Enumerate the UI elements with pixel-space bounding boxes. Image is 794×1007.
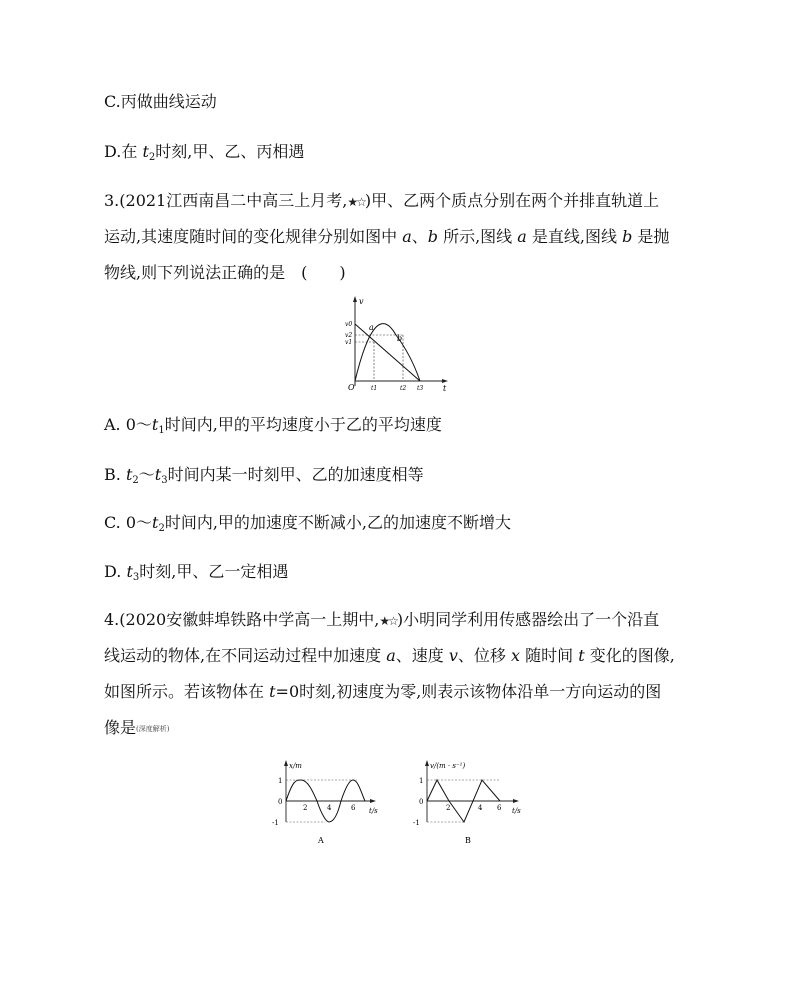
q3-option-c-prefix: C. 0～ xyxy=(104,513,153,532)
q4b-y-label: v/(m · s⁻¹) xyxy=(430,762,466,770)
q3-stem-end: 是抛 xyxy=(632,227,670,246)
q3-axis-t-label: t xyxy=(443,384,447,393)
q4b-ytick-0: 0 xyxy=(419,798,424,806)
q4b-caption: B xyxy=(465,836,471,845)
q3-option-a-text: 时间内,甲的平均速度小于乙的平均速度 xyxy=(164,415,442,434)
q3-option-b-sub2: 3 xyxy=(161,475,168,486)
q3-line-a xyxy=(355,324,420,381)
q2-option-d-var: t xyxy=(142,142,149,161)
q4b-xtick-4: 4 xyxy=(478,804,483,812)
q4-stem-line2-end: 变化的图像, xyxy=(584,646,675,665)
q4a-ytick-0: 0 xyxy=(278,798,283,806)
q3-option-a-sub: 1 xyxy=(158,425,165,436)
q4b-ytick-1: 1 xyxy=(419,777,424,785)
q4-stem-line1 xyxy=(104,609,659,632)
q3-var-a: a xyxy=(402,227,412,246)
q3-stem-text: )甲、乙两个质点分别在两个并排直轨道上 xyxy=(364,191,660,210)
q3-label-t3: t3 xyxy=(417,385,424,392)
q3-option-b-sub1: 2 xyxy=(132,475,139,486)
q4-stem-line3-text: 如图所示。若该物体在 xyxy=(104,682,270,701)
q3-stem-line1 xyxy=(104,190,659,213)
q3-option-b-prefix: B. xyxy=(104,465,126,484)
q4-graph-b xyxy=(406,758,531,848)
q4b-y-axis-arrow xyxy=(425,760,429,766)
q2-option-d-text: 时刻,甲、乙、丙相遇 xyxy=(155,142,305,161)
q4-analysis-tag: (深度解析) xyxy=(136,725,170,733)
q4-var-v: v xyxy=(448,646,458,665)
q4a-ytick-1: 1 xyxy=(278,777,283,785)
q3-var-b2: b xyxy=(622,227,633,246)
q4a-xtick-6: 6 xyxy=(351,804,356,812)
q4-stem-line3-end: =0时刻,初速度为零,则表示该物体沿单一方向运动的图 xyxy=(275,682,662,701)
q4a-caption: A xyxy=(318,836,324,845)
q3-option-c-sub: 2 xyxy=(158,523,165,534)
q4-stem-sep1: 、速度 xyxy=(395,646,449,665)
q3-label-b: b xyxy=(397,334,403,343)
q3-option-a xyxy=(104,414,442,436)
q3-stem-line2 xyxy=(104,226,669,248)
q4-stem-line2 xyxy=(104,645,675,667)
q4a-ytick-neg1: -1 xyxy=(272,819,279,827)
q2-option-d xyxy=(104,141,304,163)
q3-t-axis-arrow xyxy=(442,379,448,383)
q4-stem-line2-text: 线运动的物体,在不同运动过程中加速度 xyxy=(104,646,387,665)
q2-option-c-text: C.丙做曲线运动 xyxy=(104,92,217,111)
q2-option-d-prefix: D.在 xyxy=(104,142,143,161)
q4a-xtick-4: 4 xyxy=(327,804,332,812)
q3-vt-figure xyxy=(333,293,455,395)
q4-stem-sep2: 、位移 xyxy=(457,646,511,665)
q3-option-b-text: 时间内某一时刻甲、乙的加速度相等 xyxy=(167,465,424,484)
q3-option-d-text: 时刻,甲、乙一定相遇 xyxy=(139,562,289,581)
q4-stem-text: )小明同学利用传感器绘出了一个沿直 xyxy=(396,610,660,629)
q4b-x-axis-arrow xyxy=(513,799,519,803)
q3-stem-line2-text: 运动,其速度随时间的变化规律分别如图中 xyxy=(104,227,403,246)
q3-option-d xyxy=(104,561,288,583)
q3-stem-line3-text: 物线,则下列说法正确的是 ( ) xyxy=(104,263,346,282)
q3-option-c-text: 时间内,甲的加速度不断减小,乙的加速度不断增大 xyxy=(164,513,512,532)
q3-option-b-var1: t xyxy=(125,465,133,484)
q4a-xtick-2: 2 xyxy=(303,804,308,812)
q4a-y-axis-arrow xyxy=(284,760,288,766)
q3-label-v0: v0 xyxy=(345,321,353,328)
q3-option-d-prefix: D. xyxy=(104,562,127,581)
q4-stem-line4-text: 像是 xyxy=(104,718,137,737)
q4-var-t2: t xyxy=(269,682,276,701)
q3-option-c xyxy=(104,512,511,534)
q3-stem-sep: 、 xyxy=(411,227,428,246)
q3-label-a: a xyxy=(369,323,374,332)
q4-var-x: x xyxy=(510,646,520,665)
q4b-xtick-6: 6 xyxy=(497,804,502,812)
q3-option-b-tilde: ～ xyxy=(138,465,155,484)
q2-option-d-sub: 2 xyxy=(148,152,156,163)
q4-stem-line3 xyxy=(104,681,661,703)
q3-option-a-prefix: A. 0～ xyxy=(104,415,152,434)
q3-axis-v-label: v xyxy=(359,297,364,306)
q4b-xtick-2: 2 xyxy=(446,804,451,812)
q3-var-b: b xyxy=(427,227,438,246)
q3-label-v1: v1 xyxy=(345,339,353,346)
q3-option-d-sub: 3 xyxy=(132,572,140,583)
q4a-x-label: t/s xyxy=(369,807,378,815)
q3-stem-mid2: 是直线,图线 xyxy=(526,227,623,246)
q3-label-v2: v2 xyxy=(345,332,353,339)
q4a-y-label: x/m xyxy=(289,762,302,770)
q3-option-c-var: t xyxy=(152,513,159,532)
q3-label-t1: t1 xyxy=(371,385,378,392)
q3-origin-label: O xyxy=(348,383,355,392)
q4a-x-axis-arrow xyxy=(370,799,376,803)
difficulty-stars-icon: ★☆ xyxy=(347,195,365,209)
q4-stem-line4 xyxy=(104,717,169,740)
q4-source: 4.(2020安徽蚌埠铁路中学高一上期中, xyxy=(104,610,380,629)
q3-v-axis-arrow xyxy=(353,296,357,302)
q4b-x-label: t/s xyxy=(512,807,521,815)
difficulty-stars-icon: ★☆ xyxy=(379,614,397,628)
q4-graph-a xyxy=(265,758,385,848)
q3-option-d-var: t xyxy=(126,562,133,581)
q3-stem-mid: 所示,图线 xyxy=(438,227,518,246)
q4-stem-sep3: 随时间 xyxy=(520,646,579,665)
q4-var-a: a xyxy=(386,646,396,665)
q2-option-c xyxy=(104,91,217,113)
q3-stem-line3 xyxy=(104,262,346,284)
q3-source: 3.(2021江西南昌二中高三上月考, xyxy=(104,191,348,210)
q3-option-a-var: t xyxy=(151,415,159,434)
q3-option-b-var2: t xyxy=(154,465,162,484)
q3-label-t2: t2 xyxy=(400,385,407,392)
q3-var-a2: a xyxy=(517,227,527,246)
q4-var-t: t xyxy=(578,646,585,665)
q4b-ytick-neg1: -1 xyxy=(413,819,420,827)
q3-option-b xyxy=(104,464,424,486)
